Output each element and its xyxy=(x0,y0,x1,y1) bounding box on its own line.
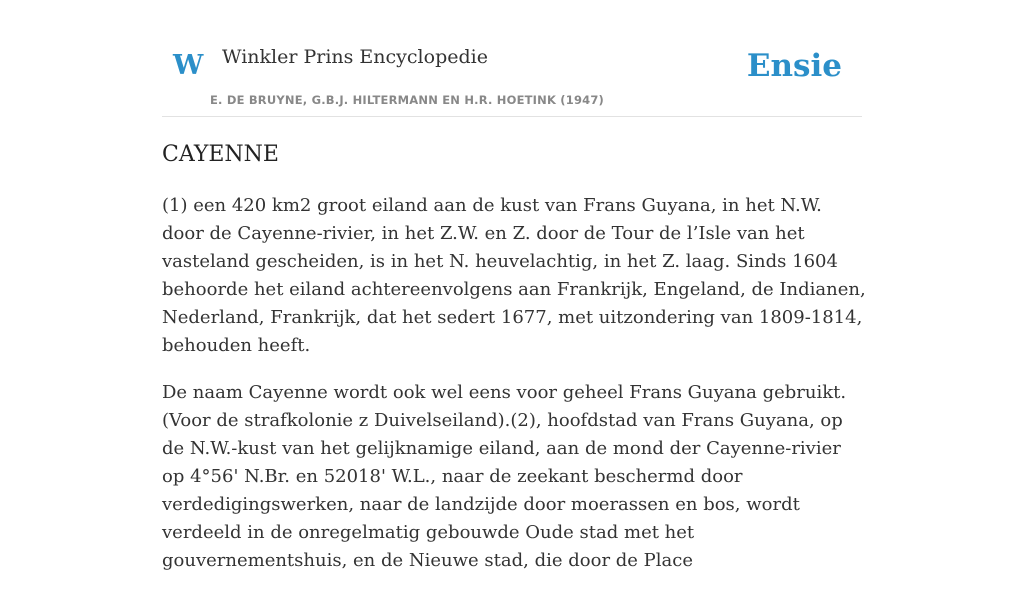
winkler-prins-logo[interactable]: W xyxy=(173,50,204,81)
source-title-link[interactable]: Winkler Prins Encyclopedie xyxy=(222,46,488,68)
article-paragraph: De naam Cayenne wordt ook wel eens voor geheel Frans Guyana gebruikt. (Voor de strafkolonie z Duivelseiland).(2), hoofdstad van Frans Guyana, op de N.W.-kust van het gelijknamige eiland, aan de mond der Cayenne-rivier op 4°56' N.Br. en 52018' W.L., naar de zeekant beschermd door verdedigingswerken, naar de landzijde door moerassen en bos, wordt verdeeld in de onregelmatig gebouwde Oude stad met het gouvernementshuis, en de Nieuwe stad, die door de Place xyxy=(162,382,847,571)
ensie-logo-link[interactable]: Ensie xyxy=(746,48,842,84)
source-authors: E. DE BRUYNE, G.B.J. HILTERMANN EN H.R. HOETINK (1947) xyxy=(210,93,605,107)
article-paragraph: (1) een 420 km2 groot eiland aan de kust van Frans Guyana, in het N.W. door de Cayenne-rivier, in het Z.W. en Z. door de Tour de l’Isle van het vasteland gescheiden, is in het N. heuvelachtig, in het Z. laag. Sinds 1604 behoorde het eiland achtereenvolgens aan Frankrijk, Engeland, de Indianen, Nederland, Frankrijk, dat het sedert 1677, met uitzondering van 1809-1814, behouden heeft. xyxy=(162,195,866,356)
source-header xyxy=(162,0,862,117)
article-title: CAYENNE xyxy=(162,142,279,167)
article xyxy=(162,140,867,594)
